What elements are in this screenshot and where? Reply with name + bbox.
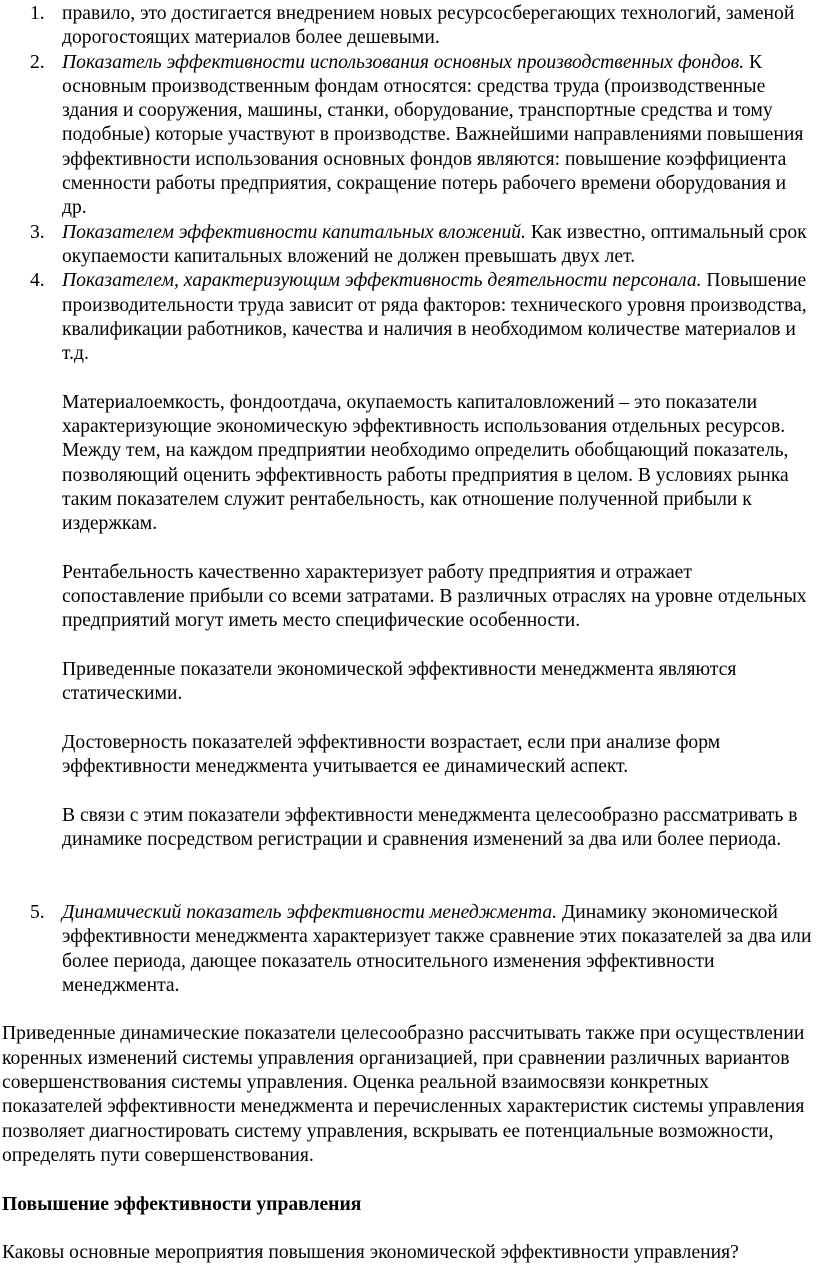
list-item-text bbox=[62, 221, 812, 270]
list-item-title: Динамический показатель эффективности менеджмента. bbox=[62, 901, 558, 923]
list-item-5 bbox=[0, 901, 816, 998]
question-paragraph: Каковы основные мероприятия повышения экономической эффективности управления? bbox=[2, 1242, 739, 1264]
list-item-4 bbox=[0, 269, 816, 366]
item4-paragraph: Материалоемкость, фондоотдача, окупаемость капиталовложений – это показатели характеризующие экономическую эффективность использования отдельных ресурсов. Между тем, на каждом предприятии необходимо определить обобщающий показатель, позволяющий оценить эффективность работы предприятия в целом. В условиях рынка таким показателем служит рентабельность, как отношение полученной прибыли к издержкам. bbox=[62, 391, 789, 535]
list-number: 1. bbox=[30, 3, 45, 24]
list-item-title: Показателем эффективности капитальных вложений. bbox=[62, 221, 526, 243]
list-item-2 bbox=[0, 51, 816, 221]
spacer bbox=[0, 998, 816, 1022]
item4-paragraph: Приведенные показатели экономической эффективности менеджмента являются статическими. bbox=[62, 659, 737, 705]
list-item-title: Показатель эффективности использования основных производственных фондов. bbox=[62, 51, 745, 73]
item4-paragraph: В связи с этим показатели эффективности менеджмента целесообразно рассматривать в динамике посредством регистрации и сравнения изменений за два или более периода. bbox=[62, 804, 798, 851]
item4-paragraph: Достоверность показателей эффективности возрастает, если при анализе форм эффективности менеджмента учитывается ее динамический аспект. bbox=[62, 731, 721, 778]
list-item-body: правило, это достигается внедрением новых ресурсосберегающих технологий, заменой дорогостоящих материалов более дешевыми. bbox=[62, 3, 795, 49]
list-item-body: Как известно, оптимальный срок окупаемости капитальных вложений не должен превышать двух лет. bbox=[62, 221, 807, 267]
list-item-3 bbox=[0, 221, 816, 270]
list-item-text bbox=[62, 269, 812, 366]
spacer bbox=[0, 1168, 816, 1192]
list-item-body: К основным производственным фондам относятся: средства труда (производственные здания и сооружения, машины, станки, оборудование, транспортные средства и тому подобные) которые участвуют в производстве. Важнейшими направлениями повышения эффективности использования основных фондов являются: повышение коэффициента сменности работы предприятия, сокращение потерь рабочего времени оборудования и др. bbox=[62, 51, 804, 219]
list-item-body: Динамику экономической эффективности менеджмента характеризует также сравнение этих показателей за два или более периода, дающее показатель относительного изменения эффективности менеджмента. bbox=[62, 901, 812, 996]
list-item-body: Повышение производительности труда зависит от ряда факторов: технического уровня производства, квалификации работников, качества и наличия в необходимом количестве материалов и т.д. bbox=[62, 270, 807, 365]
list-item-text bbox=[62, 2, 812, 51]
spacer bbox=[0, 1217, 816, 1241]
spacer bbox=[0, 877, 816, 901]
body-paragraph: Приведенные динамические показатели целесообразно рассчитывать также при осуществлении коренных изменений системы управления организацией, при сравнении различных вариантов совершенствования системы управления. Оценка реальной взаимосвязи конкретных показателей эффективности менеджмента и перечисленных характеристик системы управления позволяет диагностировать систему управления, вскрывать ее потенциальные возможности, определять пути совершенствования. bbox=[2, 1023, 805, 1166]
list-number: 3. bbox=[30, 221, 45, 243]
spacer bbox=[0, 852, 816, 876]
list-number: 5. bbox=[30, 901, 45, 923]
list-item-title: Показателем, характеризующим эффективность деятельности персонала. bbox=[62, 270, 702, 292]
list-number: 4. bbox=[30, 270, 45, 292]
list-item-text bbox=[62, 51, 812, 221]
list-number: 2. bbox=[30, 51, 45, 73]
list-item-1 bbox=[0, 2, 816, 51]
document-page bbox=[0, 2, 816, 1265]
section-heading: Повышение эффективности управления bbox=[2, 1193, 362, 1215]
item4-paragraph: Рентабельность качественно характеризует работу предприятия и отражает сопоставление прибыли со всеми затратами. В различных отраслях на уровне отдельных предприятий могут иметь место специфические особенности. bbox=[62, 561, 807, 632]
list-item-text bbox=[62, 901, 812, 998]
